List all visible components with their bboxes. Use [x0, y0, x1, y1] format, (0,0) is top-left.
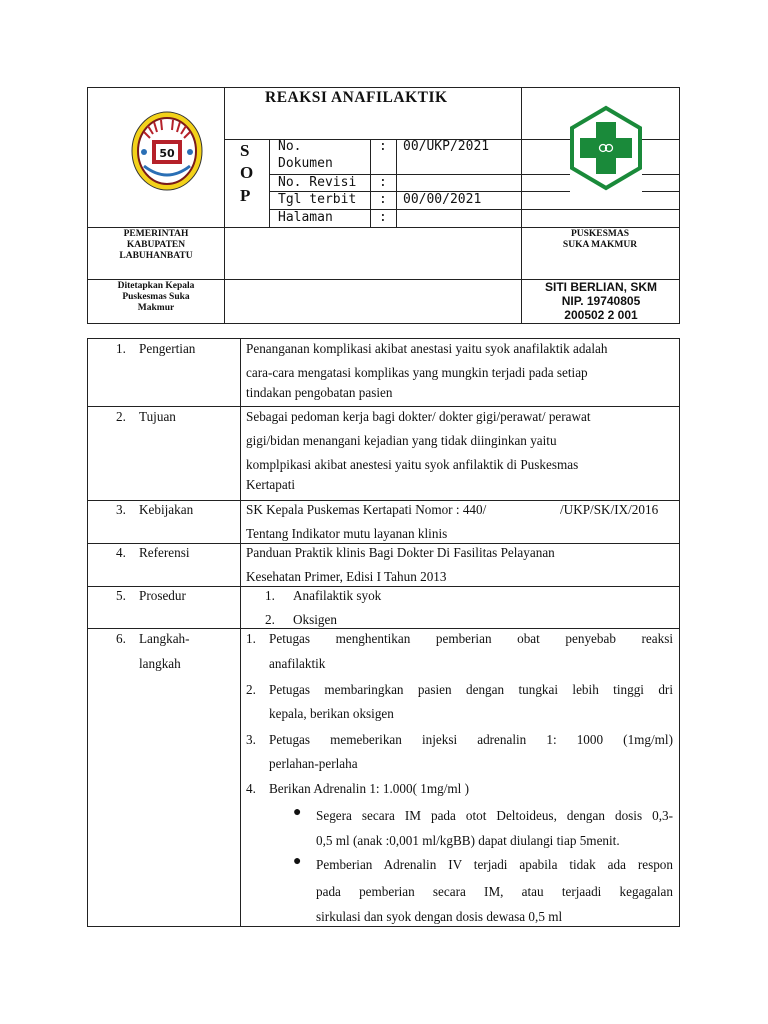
body-line: Sebagai pedoman kerja bagi dokter/ dokter gigi/perawat/ perawat [246, 409, 591, 424]
established-by [96, 281, 216, 314]
divider [396, 139, 397, 227]
sop-letter: S [240, 141, 250, 160]
policy-line-left: SK Kepala Puskemas Kertapati Nomor : 440/ [246, 502, 487, 517]
step-number: 4. [246, 781, 256, 796]
step-number: 3. [246, 732, 256, 747]
section-label: langkah [139, 656, 181, 671]
sop-letter: P [240, 186, 251, 205]
meta-colon: : [379, 139, 387, 154]
divider [240, 338, 241, 927]
sign-line: Ditetapkan Kepala [117, 281, 195, 291]
procedure-item: Anafilaktik syok [293, 588, 382, 603]
puskesmas-logo [570, 104, 642, 192]
step-text: Petugas membaringkan pasien dengan tungkai lebih tinggi dri [269, 682, 673, 697]
policy-line-right: /UKP/SK/IX/2016 [560, 502, 659, 517]
right-org-name [530, 229, 670, 251]
policy-line-2: Tentang Indikator mutu layanan klinis [246, 526, 448, 541]
divider [521, 209, 680, 210]
document-title: REAKSI ANAFILAKTIK [265, 89, 448, 106]
body-line: Kesehatan Primer, Edisi I Tahun 2013 [246, 569, 447, 584]
sign-line: Makmur [137, 303, 175, 313]
section-number: 5. [116, 588, 126, 603]
signatory [522, 280, 680, 322]
body-line: komplpikasi akibat anestesi yaitu syok anfilaktik di Puskesmas [246, 457, 579, 472]
section-number: 1. [116, 341, 126, 356]
step-text: Berikan Adrenalin 1: 1.000( 1mg/ml ) [269, 781, 469, 796]
org-line: LABUHANBATU [119, 251, 193, 261]
step-text: anafilaktik [269, 656, 326, 671]
procedure-item: Oksigen [293, 612, 337, 627]
meta-colon: : [379, 175, 387, 190]
step-number: 1. [246, 631, 256, 646]
step-text: Petugas menghentikan pemberian obat penyebab reaksi [269, 631, 673, 646]
meta-colon: : [379, 192, 387, 207]
section-label: Tujuan [139, 409, 176, 424]
section-number: 2. [116, 409, 126, 424]
section-body [246, 405, 591, 493]
step-text: Petugas memeberikan injeksi adrenalin 1: 1000 (1mg/ml) [269, 732, 673, 747]
sop-letter: O [240, 163, 254, 182]
step-number: 2. [246, 682, 256, 697]
body-line: tindakan pengobatan pasien [246, 385, 393, 400]
body-line: cara-cara mengatasi komplikas yang mungkin terjadi pada setiap [246, 365, 588, 380]
meta-label-doc-no: Dokumen [278, 156, 333, 171]
section-label: Pengertian [139, 341, 196, 356]
regency-logo [130, 110, 204, 192]
meta-value-doc-no: 00/UKP/2021 [403, 139, 490, 154]
meta-value-issue-date: 00/00/2021 [403, 192, 482, 207]
org-line: SUKA MAKMUR [562, 240, 638, 250]
signatory-nip: NIP. 19740805 [561, 294, 641, 308]
meta-label-page: Halaman [278, 210, 333, 225]
left-org-name [96, 229, 216, 262]
section-label: Langkah- [139, 631, 190, 646]
section-body [246, 541, 555, 589]
signatory-nip: 200502 2 001 [564, 308, 638, 322]
divider [370, 139, 371, 227]
section-label: Prosedur [139, 588, 186, 603]
meta-label-issue-date: Tgl terbit [278, 192, 357, 207]
bullet-text: Pemberian Adrenalin IV terjadi apabila tidak ada respon [316, 857, 673, 872]
section-number: 3. [116, 502, 126, 517]
org-line: PUSKESMAS [570, 229, 630, 239]
body-line: Kertapati [246, 477, 296, 492]
bullet-text: Segera secara IM pada otot Deltoideus, dengan dosis 0,3- [316, 808, 673, 823]
meta-colon: : [379, 210, 387, 225]
org-line: PEMERINTAH [123, 229, 189, 239]
logo-number: 50 [159, 147, 175, 160]
bullet-icon: ● [293, 854, 302, 869]
section-number: 6. [116, 631, 126, 646]
org-line: KABUPATEN [126, 240, 186, 250]
divider [224, 87, 225, 324]
signatory-name: SITI BERLIAN, SKM [544, 280, 657, 294]
section-body [246, 337, 607, 401]
bullet-text: pada pemberian secara IM, atau terjaadi kegagalan [316, 884, 673, 899]
meta-label-revision: No. Revisi [278, 175, 357, 190]
body-line: gigi/bidan menangani kejadian yang tidak diinginkan yaitu [246, 433, 557, 448]
bullet-icon: ● [293, 805, 302, 820]
sign-line: Puskesmas Suka [122, 292, 190, 302]
divider [269, 139, 270, 227]
meta-label-doc-no: No. [278, 139, 302, 154]
divider [87, 500, 680, 501]
procedure-number: 2. [265, 612, 275, 627]
body-line: Panduan Praktik klinis Bagi Dokter Di Fasilitas Pelayanan [246, 545, 555, 560]
step-text: kepala, berikan oksigen [269, 706, 394, 721]
section-label: Kebijakan [139, 502, 194, 517]
bullet-text: 0,5 ml (anak :0,001 ml/kgBB) dapat diulangi tiap 5menit. [316, 833, 620, 848]
divider [87, 628, 680, 629]
procedure-number: 1. [265, 588, 275, 603]
body-line: Penanganan komplikasi akibat anestasi yaitu syok anafilaktik adalah [246, 341, 608, 356]
bullet-text: sirkulasi dan syok dengan dosis dewasa 0,5 ml [316, 909, 563, 924]
step-text: perlahan-perlaha [269, 756, 358, 771]
section-number: 4. [116, 545, 126, 560]
divider [87, 227, 680, 228]
section-label: Referensi [139, 545, 190, 560]
